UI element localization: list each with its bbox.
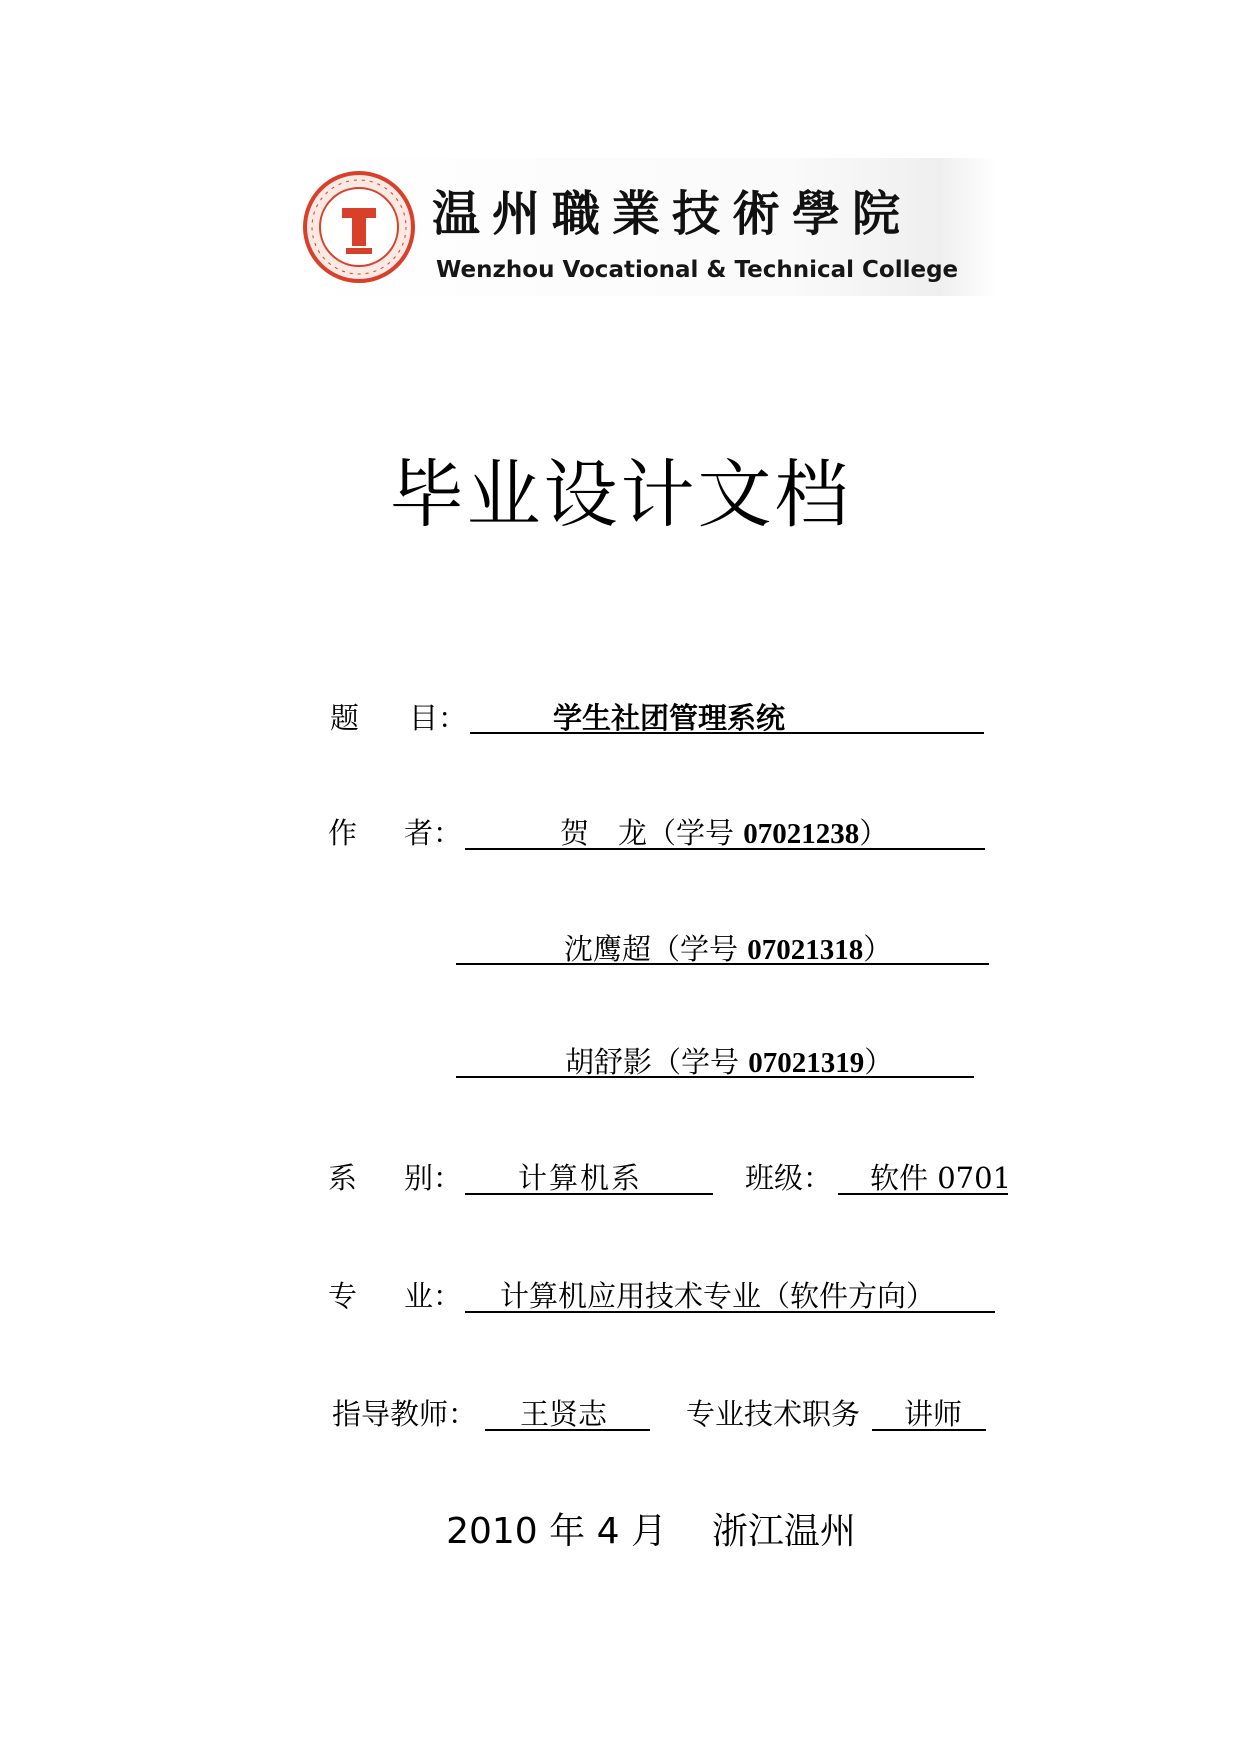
- author-label-char-1: 作: [328, 816, 358, 850]
- department-label-char-2: 别：: [404, 1161, 463, 1195]
- major-label-char-2: 业：: [404, 1279, 463, 1313]
- student-id-suffix: ）: [859, 816, 889, 850]
- author-name: 胡舒影: [565, 1045, 653, 1079]
- year: 2010: [446, 1511, 538, 1552]
- advisor-underline: [485, 1429, 650, 1431]
- topic-label-char-1: 题: [330, 701, 360, 735]
- topic-value: 学生社团管理系统: [553, 701, 786, 735]
- student-id-suffix: ）: [863, 932, 893, 966]
- topic-label-char-2: 目：: [409, 701, 468, 735]
- date-place-line: [0, 1510, 1241, 1554]
- student-id: 07021238: [743, 818, 860, 850]
- advisor-title-label: 专业技术职务: [686, 1397, 861, 1431]
- major-underline: [465, 1311, 995, 1313]
- department-label-char-1: 系: [328, 1161, 358, 1195]
- department-underline: [465, 1193, 713, 1195]
- author-underline-1: [465, 848, 985, 850]
- author-name: 贺 龙: [560, 816, 648, 850]
- advisor-value: 王贤志: [520, 1397, 608, 1431]
- author-entry-1: [560, 815, 888, 852]
- student-id-prefix: （学号: [651, 932, 739, 966]
- logo-english-name: Wenzhou Vocational & Technical College: [436, 257, 959, 283]
- month: 4: [596, 1511, 620, 1552]
- major-value: 计算机应用技术专业（软件方向）: [500, 1279, 936, 1313]
- major-label-char-1: 专: [328, 1279, 358, 1313]
- advisor-title-value: 讲师: [904, 1397, 963, 1431]
- author-underline-3: [456, 1076, 974, 1078]
- author-name: 沈鹰超: [564, 932, 652, 966]
- advisor-title-underline: [872, 1429, 986, 1431]
- advisor-label: 指导教师：: [332, 1397, 478, 1431]
- author-label-char-2: 者：: [404, 816, 463, 850]
- month-unit: 月: [630, 1511, 667, 1552]
- student-id: 07021319: [748, 1047, 865, 1079]
- student-id-suffix: ）: [864, 1045, 894, 1079]
- author-underline-2: [456, 963, 989, 965]
- class-label: 班级：: [745, 1161, 833, 1195]
- student-id: 07021318: [747, 934, 864, 966]
- student-id-prefix: （学号: [652, 1045, 740, 1079]
- class-value: 软件 0701: [870, 1161, 1012, 1195]
- class-underline: [838, 1193, 1008, 1195]
- student-id-prefix: （学号: [647, 816, 735, 850]
- college-seal-icon: [302, 170, 416, 284]
- year-unit: 年: [549, 1511, 586, 1552]
- topic-underline: [470, 732, 984, 734]
- document-title: 毕业设计文档: [389, 452, 852, 538]
- place: 浙江温州: [711, 1511, 856, 1552]
- department-value: 计算机系: [518, 1161, 643, 1195]
- logo-chinese-name: 温州職業技術學院: [432, 186, 913, 242]
